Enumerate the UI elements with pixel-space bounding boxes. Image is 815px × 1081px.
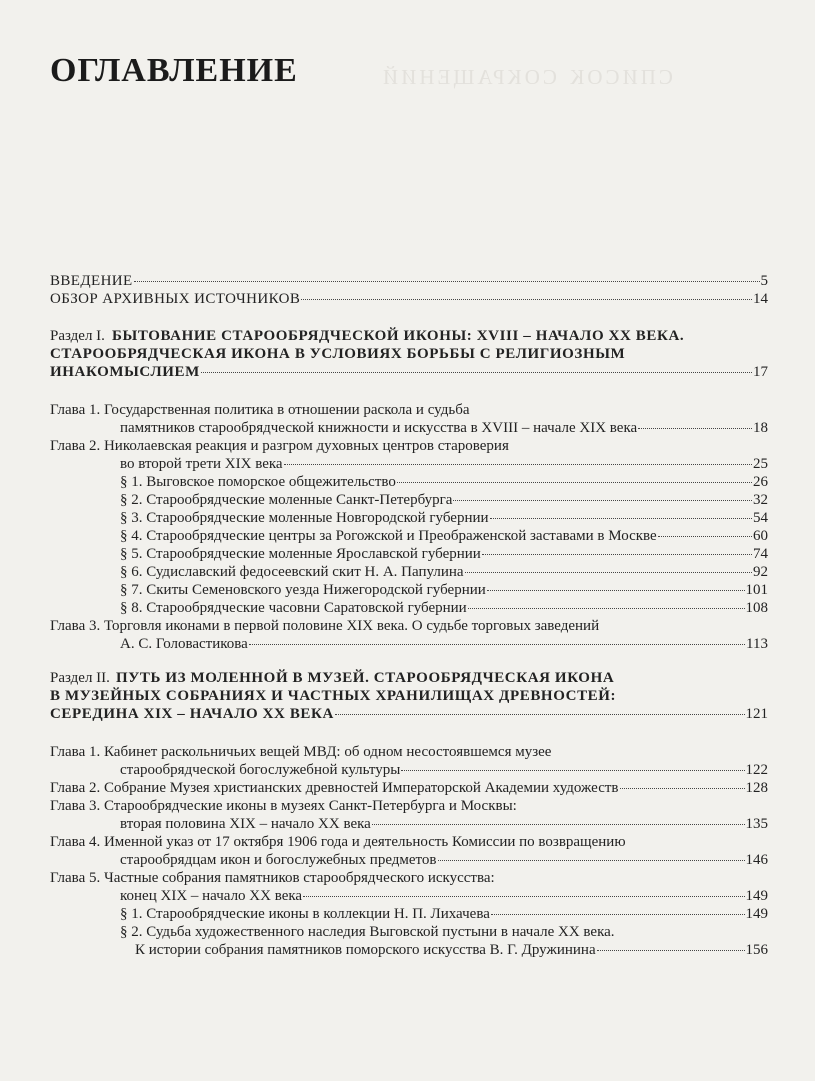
- toc-line-p1c2-s3[interactable]: [120, 509, 768, 527]
- toc-line-p2c3-l2[interactable]: [120, 815, 768, 833]
- toc-line-p1c2-s5[interactable]: [120, 545, 768, 563]
- toc-line-part2-l2: [50, 687, 616, 705]
- toc-page-number: 146: [745, 852, 768, 868]
- dot-leader: [487, 590, 745, 591]
- dot-leader: [491, 914, 745, 915]
- toc-entry-title: Глава 4. Именной указ от 17 октября 1906 года и деятельность Комиссии по возвращению: [50, 834, 626, 850]
- toc-line-part1-l2: [50, 345, 625, 363]
- toc-page-number: 92: [753, 564, 768, 580]
- toc-line-p1c1-l1: [50, 401, 469, 419]
- toc-page-number: 32: [753, 492, 768, 508]
- toc-line-p1c1-l2[interactable]: [120, 419, 768, 437]
- toc-entry-title: § 3. Старообрядческие моленные Новгородской губернии: [120, 510, 489, 526]
- toc-line-p2c1-l1: [50, 743, 551, 761]
- toc-entry-title: В МУЗЕЙНЫХ СОБРАНИЯХ И ЧАСТНЫХ ХРАНИЛИЩАХ ДРЕВНОСТЕЙ:: [50, 688, 617, 704]
- toc-entry-title: § 5. Старообрядческие моленные Ярославской губернии: [120, 546, 481, 562]
- toc-line-intro[interactable]: [50, 272, 768, 290]
- toc-line-p2c1-l2[interactable]: [120, 761, 768, 779]
- toc-entry-title: § 2. Судьба художественного наследия Выговской пустыни в начале XX века.: [120, 924, 615, 940]
- toc-page-number: 128: [745, 780, 768, 796]
- dot-leader: [482, 554, 752, 555]
- dot-leader: [335, 714, 745, 715]
- toc-entry-title: вторая половина XIX – начало XX века: [120, 816, 371, 832]
- dot-leader: [303, 896, 744, 897]
- dot-leader: [465, 572, 752, 573]
- toc-entry-title: памятников старообрядческой книжности и искусства в XVIII – начале XIX века: [120, 420, 638, 436]
- toc-page-number: 74: [753, 546, 768, 562]
- toc-entry-title: § 1. Старообрядческие иконы в коллекции Н. П. Лихачева: [120, 906, 490, 922]
- dot-leader: [638, 428, 752, 429]
- toc-entry-title: конец XIX – начало XX века: [120, 888, 303, 904]
- toc-line-part2-l1: [116, 669, 614, 687]
- toc-line-p2c5-s2-l1: [120, 923, 615, 941]
- bleed-through-text: список сокращений: [380, 58, 673, 91]
- toc-entry-title: ИНАКОМЫСЛИЕМ: [50, 364, 200, 380]
- toc-page-number: 26: [753, 474, 768, 490]
- toc-page-number: 135: [745, 816, 768, 832]
- toc-page-number: 149: [745, 906, 768, 922]
- toc-line-p1c2-s1[interactable]: [120, 473, 768, 491]
- toc-page-number: 60: [753, 528, 768, 544]
- toc-line-p2c2[interactable]: [50, 779, 768, 797]
- toc-entry-title: § 6. Судиславский федосеевский скит Н. А. Папулина: [120, 564, 464, 580]
- toc-line-p2c5-s1[interactable]: [120, 905, 768, 923]
- toc-entry-title: § 4. Старообрядческие центры за Рогожской и Преображенской заставами в Москве: [120, 528, 657, 544]
- toc-line-p1c3-l1: [50, 617, 599, 635]
- toc-page-number: 18: [753, 420, 768, 436]
- toc-page-number: 108: [745, 600, 768, 616]
- toc-entry-title: ПУТЬ ИЗ МОЛЕННОЙ В МУЗЕЙ. СТАРООБРЯДЧЕСКАЯ ИКОНА: [116, 670, 615, 686]
- dot-leader: [401, 770, 744, 771]
- toc-line-p1c2-l1: [50, 437, 509, 455]
- toc-page-number: 156: [745, 942, 768, 958]
- toc-line-p1c2-s2[interactable]: [120, 491, 768, 509]
- toc-entry-title: БЫТОВАНИЕ СТАРООБРЯДЧЕСКОЙ ИКОНЫ: XVIII – НАЧАЛО XX ВЕКА.: [112, 328, 685, 344]
- toc-line-part1-l3[interactable]: [50, 363, 768, 381]
- toc-entry-title: Глава 3. Старообрядческие иконы в музеях Санкт-Петербурга и Москвы:: [50, 798, 517, 814]
- toc-line-p2c3-l1: [50, 797, 517, 815]
- toc-line-p2c5-s2-l2[interactable]: [135, 941, 768, 959]
- toc-entry-title: § 8. Старообрядческие часовни Саратовской губернии: [120, 600, 467, 616]
- toc-page-number: 101: [745, 582, 768, 598]
- dot-leader: [201, 372, 752, 373]
- toc-entry-title: § 2. Старообрядческие моленные Санкт-Петербурга: [120, 492, 453, 508]
- toc-page-number: 121: [745, 706, 768, 722]
- toc-line-part2-l1-prefix: [50, 669, 110, 687]
- toc-page-number: 17: [753, 364, 768, 380]
- toc-entry-title: Глава 3. Торговля иконами в первой половине XIX века. О судьбе торговых заведений: [50, 618, 600, 634]
- dot-leader: [597, 950, 745, 951]
- toc-entry-title: старообрядцам икон и богослужебных предметов: [120, 852, 437, 868]
- dot-leader: [490, 518, 752, 519]
- toc-line-part2-l3[interactable]: [50, 705, 768, 723]
- toc-line-sources[interactable]: [50, 290, 768, 308]
- toc-line-p2c5-l1: [50, 869, 495, 887]
- dot-leader: [249, 644, 745, 645]
- toc-entry-title: во второй трети XIX века: [120, 456, 283, 472]
- toc-line-p1c2-l2[interactable]: [120, 455, 768, 473]
- toc-entry-title: Глава 2. Собрание Музея христианских древностей Императорской Академии художеств: [50, 780, 619, 796]
- toc-entry-title: Раздел I.: [50, 328, 105, 344]
- dot-leader: [301, 299, 752, 300]
- toc-line-part1-l1: [112, 327, 684, 345]
- dot-leader: [397, 482, 752, 483]
- dot-leader: [453, 500, 752, 501]
- toc-line-p2c4-l2[interactable]: [120, 851, 768, 869]
- toc-entry-title: § 7. Скиты Семеновского уезда Нижегородской губернии: [120, 582, 486, 598]
- toc-line-part1-l1-prefix: [50, 327, 105, 345]
- dot-leader: [284, 464, 752, 465]
- toc-line-p1c2-s7[interactable]: [120, 581, 768, 599]
- toc-page-number: 25: [753, 456, 768, 472]
- toc-line-p2c4-l1: [50, 833, 626, 851]
- toc-line-p1c3-l2[interactable]: [120, 635, 768, 653]
- toc-page-number: 54: [753, 510, 768, 526]
- dot-leader: [372, 824, 745, 825]
- toc-page-number: 113: [746, 636, 768, 652]
- toc-page-number: 122: [745, 762, 768, 778]
- toc-entry-title: Раздел II.: [50, 670, 110, 686]
- dot-leader: [468, 608, 745, 609]
- toc-entry-title: Глава 1. Кабинет раскольничьих вещей МВД: об одном несостоявшемся музее: [50, 744, 552, 760]
- toc-entry-title: ВВЕДЕНИЕ: [50, 273, 133, 289]
- toc-line-p1c2-s6[interactable]: [120, 563, 768, 581]
- toc-entry-title: Глава 5. Частные собрания памятников старообрядческого искусства:: [50, 870, 495, 886]
- toc-entry-title: § 1. Выговское поморское общежительство: [120, 474, 396, 490]
- toc-line-p1c2-s4[interactable]: [120, 527, 768, 545]
- toc-page-number: 14: [753, 291, 768, 307]
- toc-page-number: 5: [760, 273, 768, 289]
- dot-leader: [658, 536, 752, 537]
- toc-entry-title: СТАРООБРЯДЧЕСКАЯ ИКОНА В УСЛОВИЯХ БОРЬБЫ С РЕЛИГИОЗНЫМ: [50, 346, 626, 362]
- page-title: ОГЛАВЛЕНИЕ: [50, 52, 298, 89]
- dot-leader: [438, 860, 745, 861]
- toc-entry-title: ОБЗОР АРХИВНЫХ ИСТОЧНИКОВ: [50, 291, 301, 307]
- toc-entry-title: СЕРЕДИНА XIX – НАЧАЛО XX ВЕКА: [50, 706, 334, 722]
- toc-page-number: 149: [745, 888, 768, 904]
- dot-leader: [620, 788, 745, 789]
- toc-entry-title: Глава 2. Николаевская реакция и разгром духовных центров староверия: [50, 438, 509, 454]
- dot-leader: [134, 281, 760, 282]
- toc-entry-title: Глава 1. Государственная политика в отношении раскола и судьба: [50, 402, 470, 418]
- toc-entry-title: старообрядческой богослужебной культуры: [120, 762, 401, 778]
- toc-line-p1c2-s8[interactable]: [120, 599, 768, 617]
- toc-entry-title: К истории собрания памятников поморского искусства В. Г. Дружинина: [135, 942, 596, 958]
- toc-entry-title: А. С. Головастикова: [120, 636, 248, 652]
- toc-line-p2c5-l2[interactable]: [120, 887, 768, 905]
